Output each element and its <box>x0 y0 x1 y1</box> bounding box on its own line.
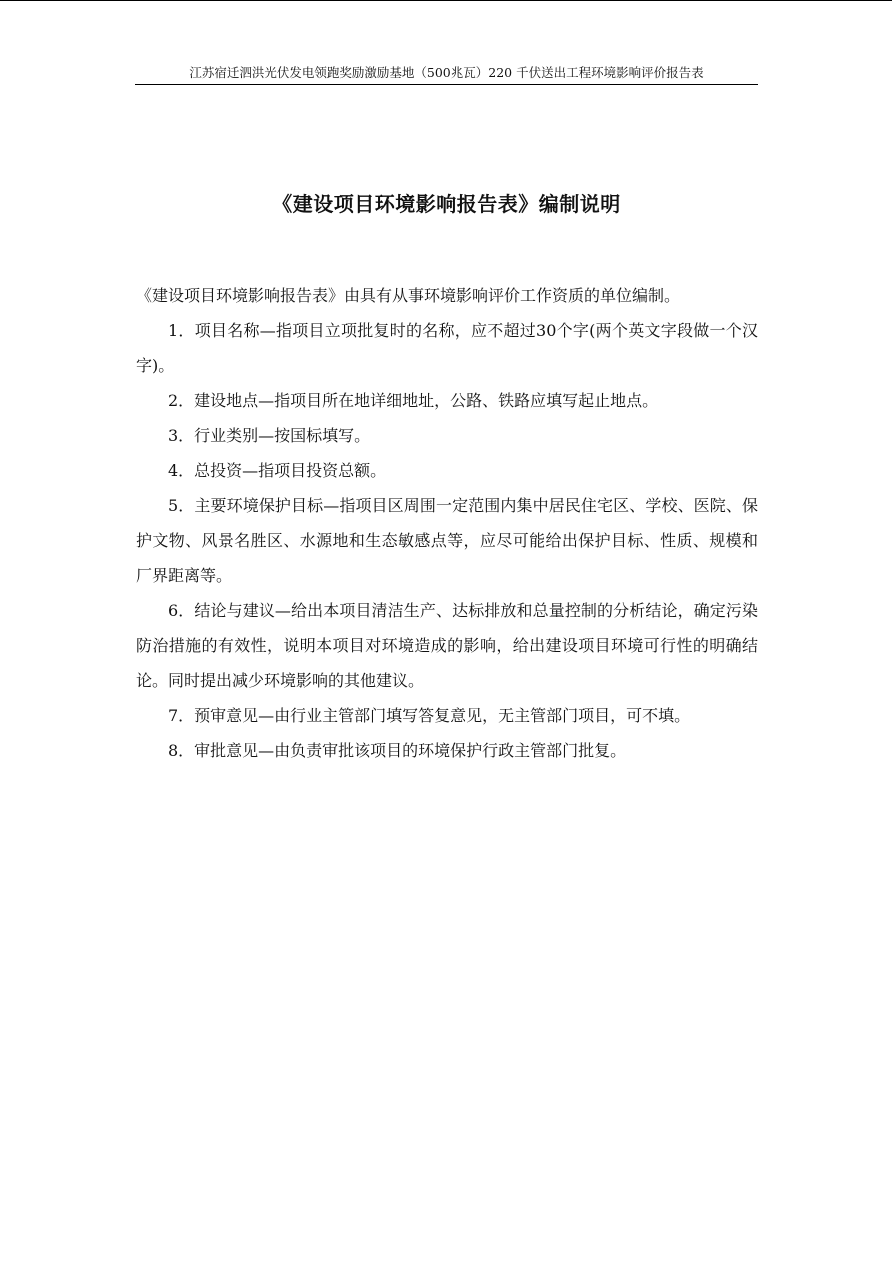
page-top-rule <box>0 0 892 1</box>
item-total-investment: 4．总投资—指项目投资总额。 <box>168 461 387 480</box>
running-header: 江苏宿迁泗洪光伏发电领跑奖励激励基地（500兆瓦）220 千伏送出工程环境影响评价报告表 <box>135 62 758 85</box>
item-protection-targets: 5．主要环境保护目标—指项目区周围一定范围内集中居民住宅区、学校、医院、保护文物、风景名胜区、水源地和生态敏感点等，应尽可能给出保护目标、性质、规模和厂界距离等。 <box>136 496 758 585</box>
item-conclusions: 6．结论与建议—给出本项目清洁生产、达标排放和总量控制的分析结论，确定污染防治措施的有效性，说明本项目对环境造成的影响，给出建设项目环境可行性的明确结论。同时提出减少环境影响的其他建议。 <box>136 601 758 690</box>
item-pre-review-opinion: 7．预审意见—由行业主管部门填写答复意见，无主管部门项目，可不填。 <box>168 706 691 725</box>
item-approval-opinion: 8．审批意见—由负责审批该项目的环境保护行政主管部门批复。 <box>168 741 627 760</box>
item-construction-site: 2．建设地点—指项目所在地详细地址，公路、铁路应填写起止地点。 <box>168 391 659 410</box>
intro-paragraph: 《建设项目环境影响报告表》由具有从事环境影响评价工作资质的单位编制。 <box>136 286 681 305</box>
document-title: 《建设项目环境影响报告表》编制说明 <box>272 192 621 216</box>
item-project-name: 1．项目名称—指项目立项批复时的名称，应不超过30个字(两个英文字段做一个汉字)。 <box>136 321 758 375</box>
item-industry-category: 3．行业类别—按国标填写。 <box>168 426 371 445</box>
document-body <box>136 278 758 768</box>
